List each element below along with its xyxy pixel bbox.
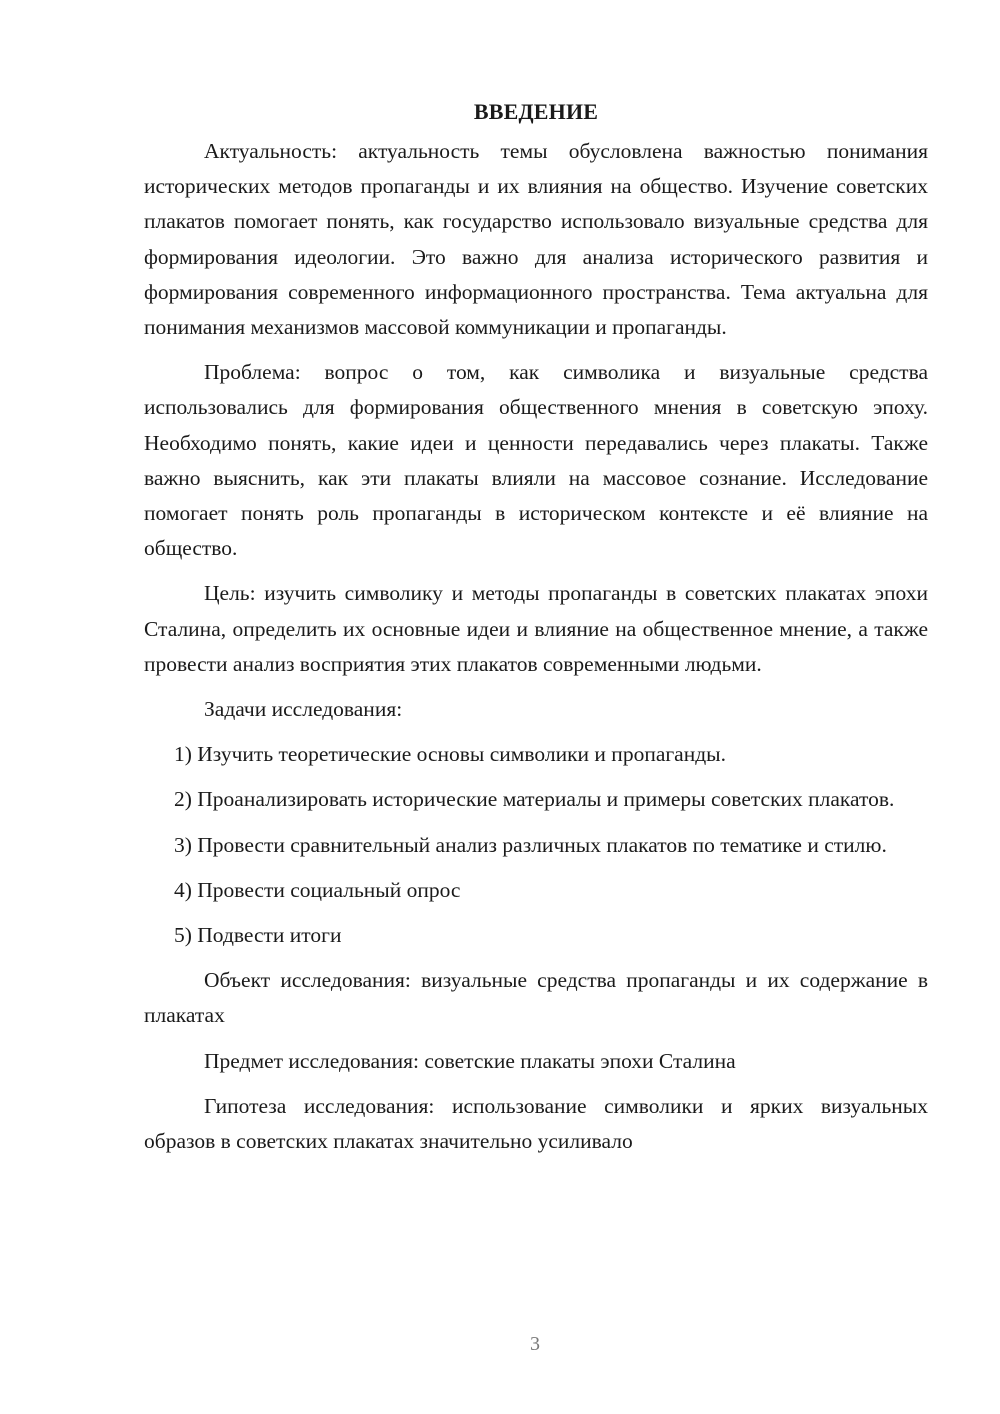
section-heading: ВВЕДЕНИЕ <box>473 99 599 124</box>
task-item-2: 2) Проанализировать исторические материалы и примеры советских плакатов. <box>174 787 895 812</box>
goal-paragraph: Цель: изучить символику и методы пропаганды в советских плакатах эпохи Сталина, определить их основные идеи и влияние на общественное мнение, а также провести анализ восприятия этих плакатов современными людьми. <box>144 581 928 676</box>
problem-paragraph: Проблема: вопрос о том, как символика и визуальные средства использовались для формирования общественного мнения в советскую эпоху. Необходимо понять, какие идеи и ценности передавались через плакаты. Также важно выяснить, как эти плакаты влияли на массовое сознание. Исследование помогает понять роль пропаганды в историческом контексте и её влияние на общество. <box>144 360 928 561</box>
page-content <box>144 96 928 1159</box>
page-number: 3 <box>530 1333 540 1355</box>
object-paragraph: Объект исследования: визуальные средства пропаганды и их содержание в плакатах <box>144 968 928 1028</box>
hypothesis-paragraph: Гипотеза исследования: использование символики и ярких визуальных образов в советских плакатах значительно усиливало <box>144 1093 928 1154</box>
relevance-paragraph: Актуальность: актуальность темы обусловлена важностью понимания исторических методов пропаганды и их влияния на общество. Изучение советских плакатов помогает понять, как государство использовало визуальные средства для формирования идеологии. Это важно для анализа исторического развития и формирования современного информационного пространства. Тема актуальна для понимания механизмов массовой коммуникации и пропаганды. <box>144 139 928 340</box>
tasks-title: Задачи исследования: <box>204 697 403 722</box>
task-item-3: 3) Провести сравнительный анализ различных плакатов по тематике и стилю. <box>174 832 887 857</box>
task-item-5: 5) Подвести итоги <box>174 923 342 948</box>
task-item-1: 1) Изучить теоретические основы символики и пропаганды. <box>174 742 726 767</box>
subject-paragraph: Предмет исследования: советские плакаты эпохи Сталина <box>204 1048 736 1073</box>
task-item-4: 4) Провести социальный опрос <box>174 877 461 902</box>
